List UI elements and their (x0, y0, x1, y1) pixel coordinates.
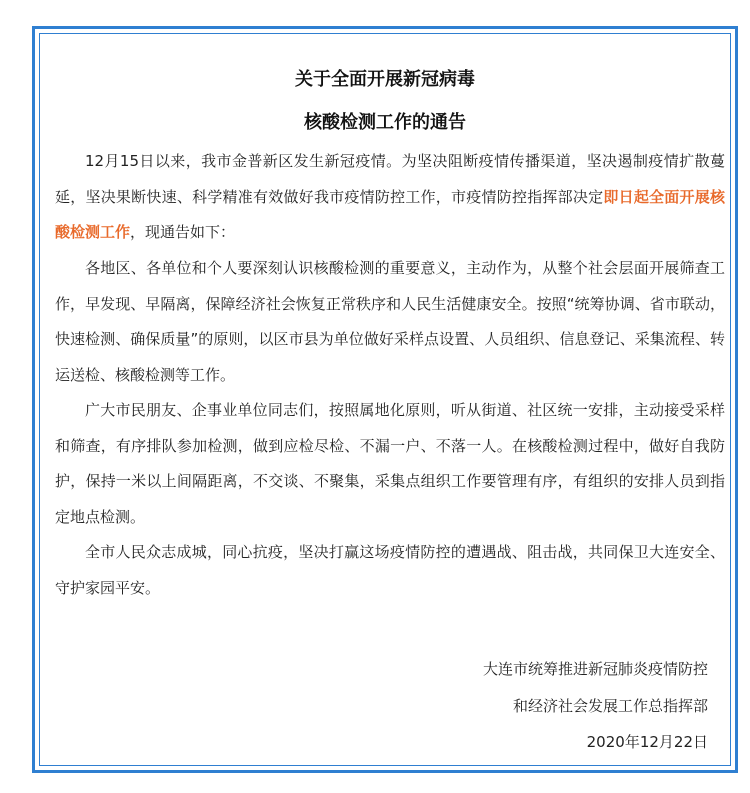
notice-inner-border (39, 33, 731, 766)
highlight-text: 即日起全面开展核酸检测工作 (55, 187, 725, 241)
notice-frame (32, 26, 738, 773)
notice-title-line2: 核酸检测工作的通告 (304, 112, 466, 133)
paragraph-requirements: 各地区、各单位和个人要深刻认识核酸检测的重要意义，主动作为，从整个社会层面开展筛查工作，早发现、早隔离，保障经济社会恢复正常秩序和人民生活健康安全。按照“统筹协调、省市联动，快速检测、确保质量”的原则，以区市县为单位做好采样点设置、人员组织、信息登记、采集流程、转运送检、核酸检测等工作。 (55, 259, 725, 384)
paragraph-intro (55, 144, 725, 251)
signature-org-line2: 和经济社会发展工作总指挥部 (512, 697, 708, 715)
paragraph-intro-tail: ，现通告如下： (130, 223, 236, 241)
paragraph-intro-text: 12月15日以来，我市金普新区发生新冠疫情。为坚决阻断疫情传播渠道，坚决遏制疫情扩散蔓延，坚决果断快速、科学精准有效做好我市疫情防控工作，市疫情防控指挥部决定 (55, 152, 725, 206)
paragraph-closing: 全市人民众志成城，同心抗疫，坚决打赢这场疫情防控的遭遇战、阻击战，共同保卫大连安全、守护家园平安。 (55, 543, 725, 597)
signature-org-line1: 大连市统筹推进新冠肺炎疫情防控 (482, 660, 708, 678)
notice-title-line1: 关于全面开展新冠病毒 (295, 69, 475, 90)
paragraph-citizens: 广大市民朋友、企事业单位同志们，按照属地化原则，听从街道、社区统一安排，主动接受采样和筛查，有序排队参加检测，做到应检尽检、不漏一户、不落一人。在核酸检测过程中，做好自我防护，保持一米以上间隔距离，不交谈、不聚集，采集点组织工作要管理有序，有组织的安排人员到指定地点检测。 (55, 401, 725, 526)
signature-date: 2020年12月22日 (586, 733, 708, 751)
